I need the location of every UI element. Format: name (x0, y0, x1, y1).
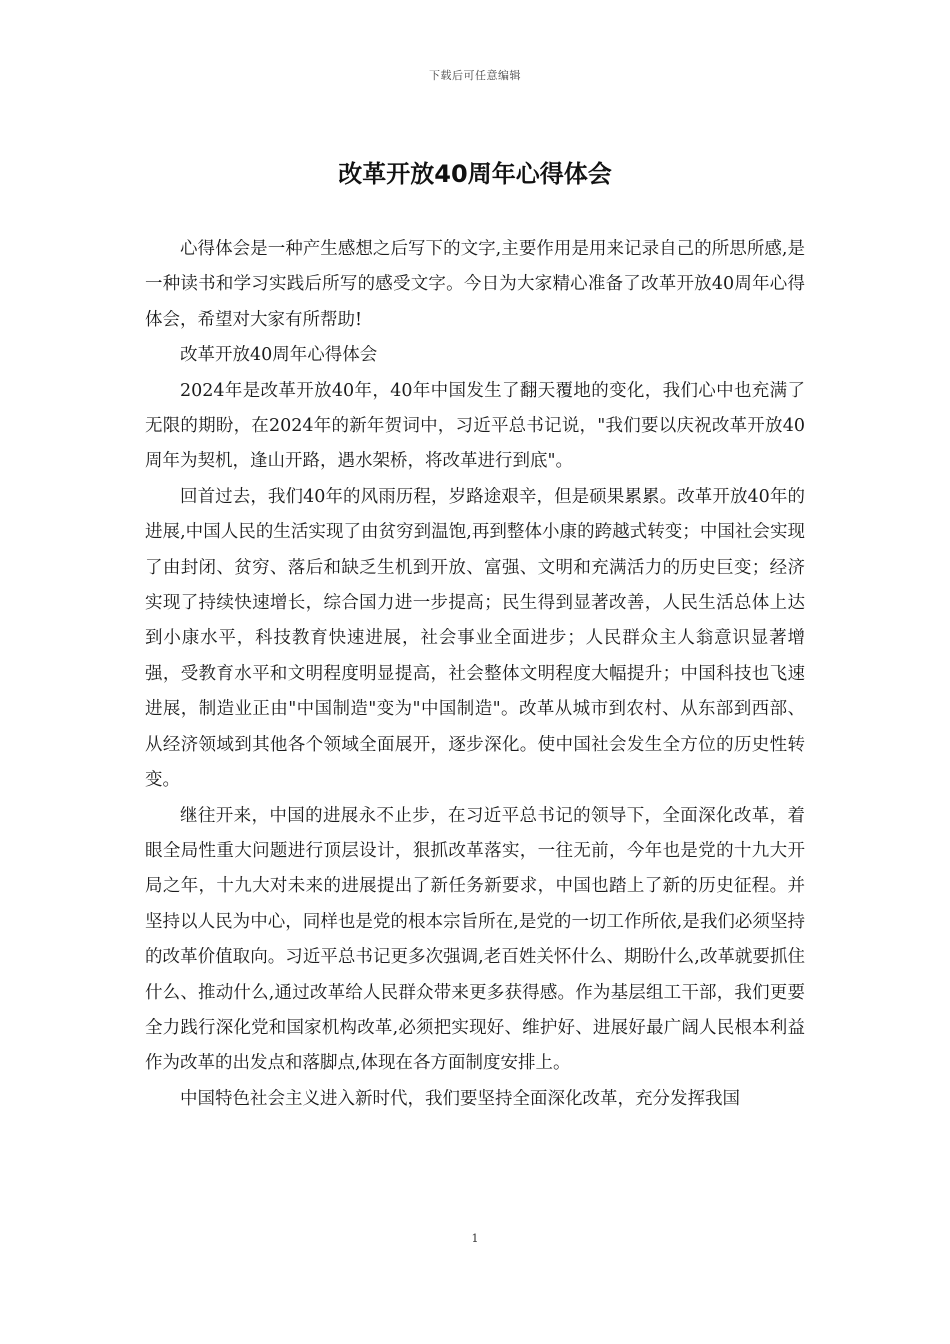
page-number: 1 (471, 1232, 479, 1245)
document-title: 改革开放40周年心得体会 (338, 160, 612, 188)
document-body (145, 232, 805, 1117)
paragraph-new-era: 中国特色社会主义进入新时代，我们要坚持全面深化改革，充分发挥我国 (180, 1088, 740, 1109)
paragraph-future: 继往开来，中国的进展永不止步，在习近平总书记的领导下，全面深化改革，着眼全局性重大问题进行顶层设计，狠抓改革落实，一往无前，今年也是党的十九大开局之年，十九大对未来的进展提出了新任务新要求，中国也踏上了新的历史征程。并坚持以人民为中心，同样也是党的根本宗旨所在,是党的一切工作所依,是我们必须坚持的改革价值取向。习近平总书记更多次强调,老百姓关怀什么、期盼什么,改革就要抓住什么、推动什么,通过改革给人民群众带来更多获得感。作为基层组工干部，我们更要全力践行深化党和国家机构改革,必须把实现好、维护好、进展好最广阔人民根本利益作为改革的出发点和落脚点,体现在各方面制度安排上。 (145, 805, 805, 1074)
paragraph-review: 回首过去，我们40年的风雨历程，岁路途艰辛，但是硕果累累。改革开放40年的进展,中国人民的生活实现了由贫穷到温饱,再到整体小康的跨越式转变；中国社会实现了由封闭、贫穷、落后和缺乏生机到开放、富强、文明和充满活力的历史巨变；经济实现了持续快速增长，综合国力进一步提高；民生得到显著改善，人民生活总体上达到小康水平，科技教育快速进展，社会事业全面进步；人民群众主人翁意识显著增强，受教育水平和文明程度明显提高，社会整体文明程度大幅提升；中国科技也飞速进展，制造业正由"中国制造"变为"中国制造"。改革从城市到农村、从东部到西部、从经济领域到其他各个领域全面展开，逐步深化。使中国社会发生全方位的历史性转变。 (145, 486, 805, 791)
paragraph-2024: 2024年是改革开放40年，40年中国发生了翻天覆地的变化，我们心中也充满了无限的期盼，在2024年的新年贺词中，习近平总书记说，"我们要以庆祝改革开放40周年为契机，逢山开路，遇水架桥，将改革进行到底"。 (145, 380, 805, 472)
paragraph-intro: 心得体会是一种产生感想之后写下的文字,主要作用是用来记录自己的所思所感,是一种读书和学习实践后所写的感受文字。今日为大家精心准备了改革开放40周年心得体会，希望对大家有所帮助! (145, 239, 805, 330)
header-note: 下载后可任意编辑 (429, 69, 521, 82)
paragraph-subtitle: 改革开放40周年心得体会 (180, 345, 378, 366)
